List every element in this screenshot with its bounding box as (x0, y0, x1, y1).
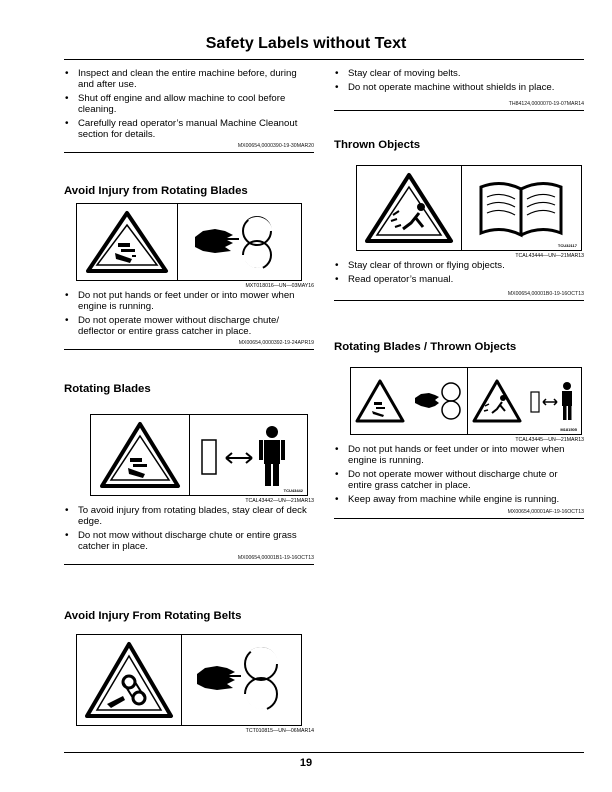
list-item: • Do not operate mower without discharge chute or entire grass catcher in place. (334, 469, 584, 491)
hand-blade-icon (409, 368, 467, 434)
label-code: TCU43442 (283, 488, 303, 493)
list-item: • Stay clear of thrown or flying objects. (334, 260, 584, 271)
section-heading: Avoid Injury from Rotating Blades (64, 185, 248, 197)
rotating-blades-list (64, 505, 314, 552)
reference-code: MX00654,00001AF-19-16OCT13 (334, 509, 584, 519)
label-code: M181505 (560, 427, 577, 432)
section-heading: Rotating Blades / Thrown Objects (334, 341, 517, 353)
list-item: • Do not operate machine without shields in place. (334, 82, 584, 93)
page-number: 19 (299, 757, 313, 769)
rotating-blades-section (64, 383, 314, 565)
image-id: TCAL43445—UN—21MAR13 (515, 437, 584, 443)
cleanout-section (64, 68, 314, 153)
cleanout-list (64, 68, 314, 140)
avoid-blades-section (64, 185, 314, 350)
warning-triangle-icon (91, 415, 189, 495)
reference-code: MX00654,00001B1-19-16OCT13 (64, 555, 314, 565)
image-id: TCAL43442—UN—21MAR13 (245, 498, 314, 504)
image-id: TCAL43444—UN—21MAR13 (515, 253, 584, 259)
warning-triangle-icon (351, 368, 409, 434)
safety-label-thrown (356, 165, 582, 251)
belts-list (334, 68, 584, 93)
page-title: Safety Labels without Text (205, 35, 407, 52)
safety-label-blades (76, 203, 302, 281)
belt-warning-triangle-icon (77, 635, 181, 725)
safety-label-belts (76, 634, 302, 726)
image-id: MXT018016—UN—03MAY16 (245, 283, 314, 289)
safety-label-blades-thrown (350, 367, 582, 435)
avoid-blades-list (64, 290, 314, 337)
list-item: • Stay clear of moving belts. (334, 68, 584, 79)
thrown-objects-section (334, 139, 584, 301)
list-item: • Do not operate mower without discharge chute/ deflector or entire grass catcher in place. (64, 315, 314, 337)
title-divider (64, 59, 584, 60)
list-item: • Read operator’s manual. (334, 274, 584, 285)
list-item: • Carefully read operator’s manual Machine Cleanout section for details. (64, 118, 314, 140)
footer-divider (64, 752, 584, 753)
list-item: • Keep away from machine while engine is running. (334, 494, 584, 505)
warning-triangle-icon (77, 204, 177, 280)
list-item: • Inspect and clean the entire machine before, during and after use. (64, 68, 314, 90)
list-item: • Do not mow without discharge chute or entire grass catcher in place. (64, 530, 314, 552)
keep-away-person-icon (189, 415, 307, 495)
list-item: • To avoid injury from rotating blades, stay clear of deck edge. (64, 505, 314, 527)
keep-away-person-icon (525, 368, 581, 434)
section-heading: Thrown Objects (334, 139, 421, 151)
list-item: • Shut off engine and allow machine to cool before cleaning. (64, 93, 314, 115)
blades-thrown-section (334, 341, 584, 519)
reference-code: MX00654,0000390-19-30MAR20 (64, 143, 314, 153)
blades-thrown-list (334, 444, 584, 505)
thrown-object-triangle-icon (357, 166, 461, 250)
safety-label-rotating-blades (90, 414, 308, 496)
label-code: TCU32117 (557, 243, 577, 248)
list-item: • Do not put hands or feet under or into mower when engine is running. (334, 444, 584, 466)
section-heading: Avoid Injury From Rotating Belts (64, 610, 242, 622)
thrown-object-triangle-icon (467, 368, 525, 434)
reference-code: TH84124,0000070-19-07MAR14 (334, 101, 584, 111)
reference-code: MX00654,00001B0-19-16OCT13 (334, 291, 584, 301)
operator-manual-icon (461, 166, 581, 250)
section-heading: Rotating Blades (64, 383, 151, 395)
hand-blade-icon (181, 635, 301, 725)
belts-section (334, 68, 584, 111)
rotating-belts-section (64, 610, 314, 735)
list-item: • Do not put hands or feet under or into mower when engine is running. (64, 290, 314, 312)
image-id: TCT010815—UN—06MAR14 (245, 728, 314, 734)
reference-code: MX00654,0000392-19-24APR19 (64, 340, 314, 350)
hand-blade-icon (177, 204, 301, 280)
thrown-list (334, 260, 584, 285)
